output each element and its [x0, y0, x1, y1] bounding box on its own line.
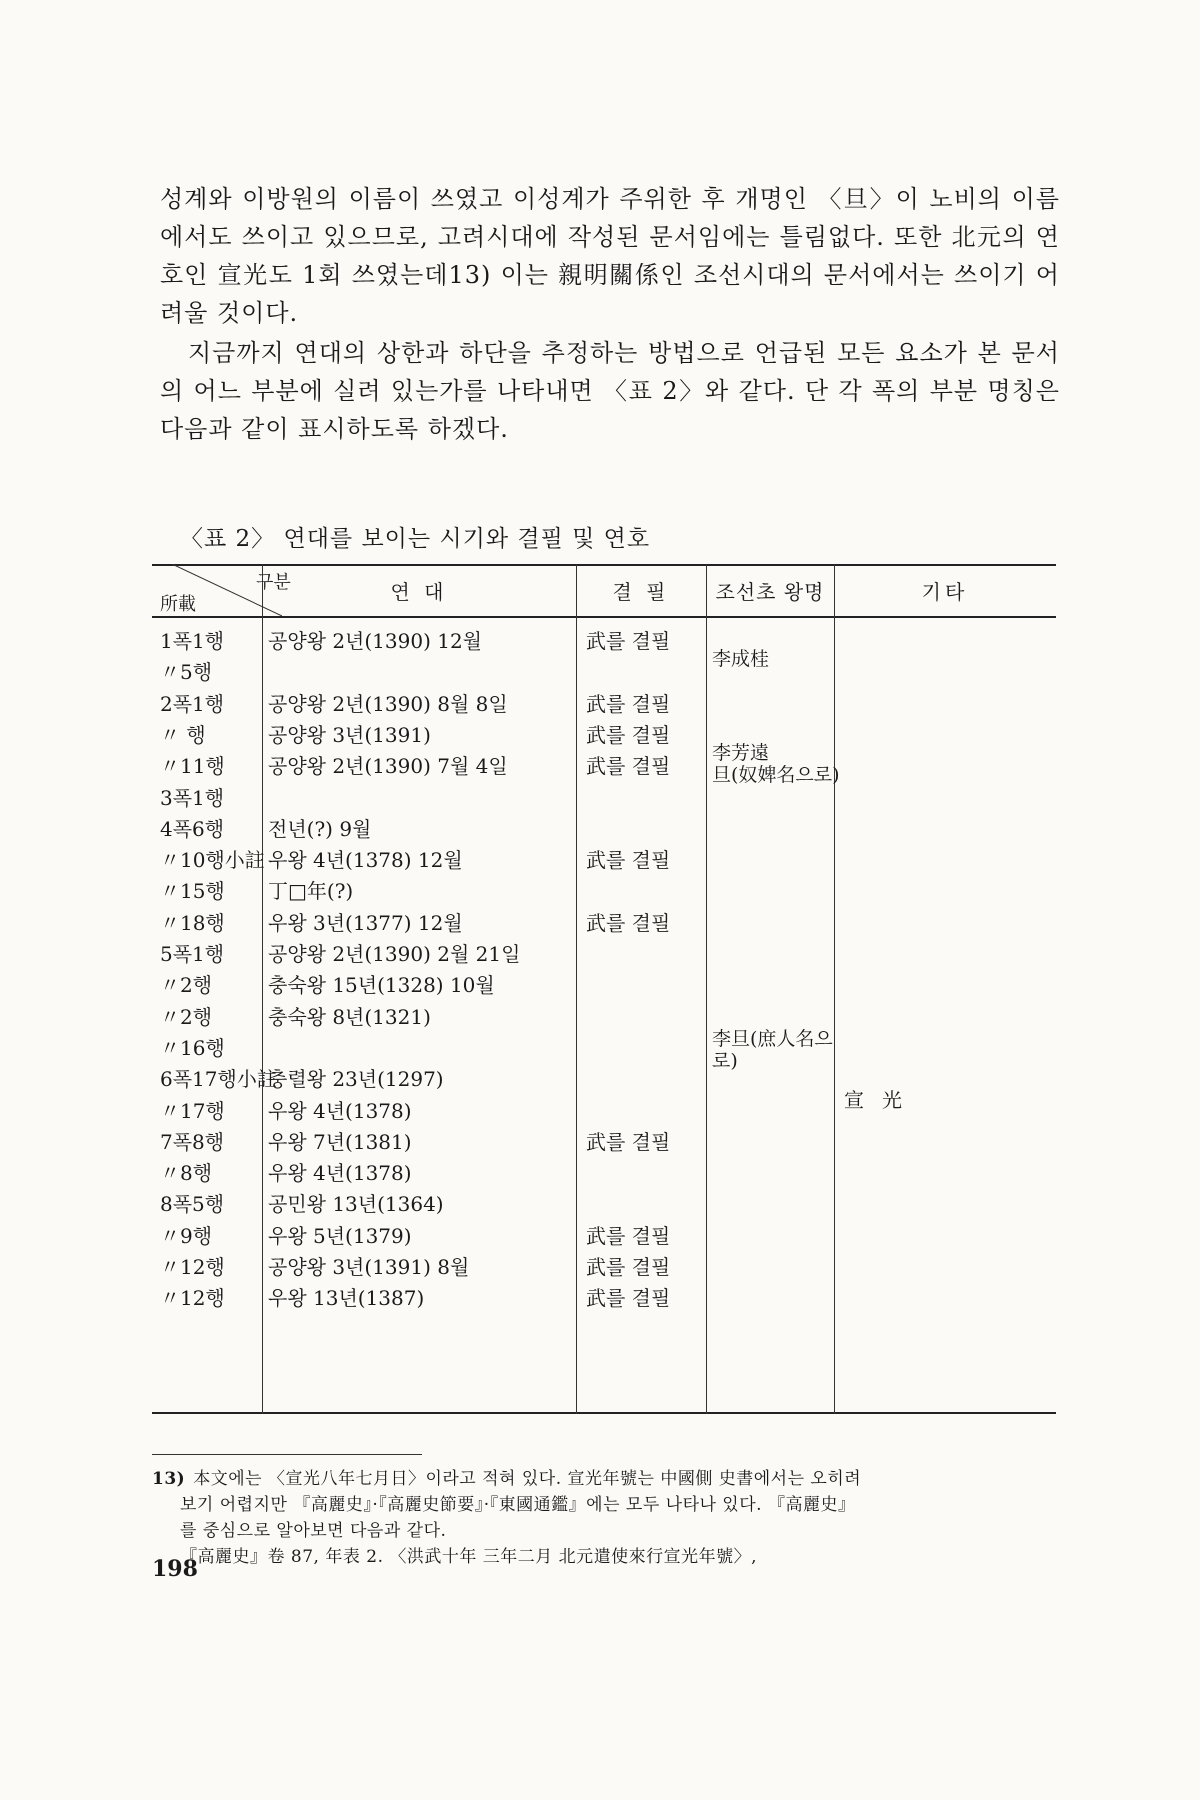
row-location: 〃11행 — [160, 754, 225, 779]
table-row — [152, 1094, 1056, 1128]
table-row — [152, 1031, 1056, 1065]
table-bottom-rule — [152, 1412, 1056, 1414]
row-location: 〃 행 — [160, 722, 206, 747]
table-row — [152, 874, 1056, 908]
row-kyolpil: 武를 결필 — [586, 1129, 671, 1154]
row-location: 〃2행 — [160, 1004, 213, 1029]
header-sozai: 所載 — [160, 594, 196, 615]
king-name-4: 李旦(庶人名으로) — [712, 1028, 833, 1072]
table-caption: 〈표 2〉 연대를 보이는 시기와 결필 및 연호 — [180, 526, 651, 552]
table-row — [152, 1250, 1056, 1284]
row-kyolpil: 武를 결필 — [586, 1286, 671, 1311]
table-row — [152, 1281, 1056, 1315]
row-location: 〃15행 — [160, 879, 225, 904]
table-row — [152, 937, 1056, 971]
footnote — [152, 1466, 1052, 1570]
row-kyolpil: 武를 결필 — [586, 629, 671, 653]
body-paragraph-1: 성계와 이방원의 이름이 쓰였고 이성계가 주위한 후 개명인 〈旦〉이 노비의 이름에서도 쓰이고 있으므로, 고려시대에 작성된 문서임에는 틀림없다. 또한 北元의 연호인 宣光도 1회 쓰였는데13) 이는 親明關係인 조선시대의 문서에서는 쓰이기 어려울 것이다. — [160, 185, 1060, 327]
row-year: 丁□年(?) — [268, 879, 354, 904]
table-row — [152, 906, 1056, 940]
table-row — [152, 781, 1056, 815]
table-row — [152, 687, 1056, 721]
row-year: 충숙왕 8년(1321) — [268, 1004, 431, 1029]
row-location: 6폭17행小註 — [160, 1067, 277, 1092]
table-row — [152, 1187, 1056, 1221]
footnote-line-3: 를 중심으로 알아보면 다음과 같다. — [180, 1521, 447, 1541]
table-row — [152, 718, 1056, 752]
body-paragraph-2: 지금까지 연대의 상한과 하단을 추정하는 방법으로 언급된 모든 요소가 본 문서의 어느 부분에 실려 있는가를 나타내면 〈표 2〉와 같다. 단 각 폭의 부분 명칭은 다음과 같이 표시하도록 하겠다. — [160, 339, 1060, 443]
table-row — [152, 1125, 1056, 1159]
row-year: 우왕 4년(1378) 12월 — [268, 848, 463, 873]
row-kyolpil: 武를 결필 — [586, 848, 671, 873]
row-year: 전년(?) 9월 — [268, 816, 372, 841]
row-location: 〃9행 — [160, 1223, 213, 1248]
row-location: 〃18행 — [160, 910, 225, 935]
header-kyolpil: 결 필 — [612, 580, 670, 604]
header-gubun: 구분 — [256, 572, 291, 593]
row-location: 〃16행 — [160, 1035, 225, 1060]
table-header-rule — [152, 616, 1056, 618]
row-year: 우왕 4년(1378) — [268, 1161, 412, 1186]
footnote-line-2: 보기 어렵지만 『高麗史』·『高麗史節要』·『東國通鑑』에는 모두 나타나 있다. 『高麗史』 — [180, 1495, 856, 1515]
row-kyolpil: 武를 결필 — [586, 754, 671, 779]
table-row — [152, 1000, 1056, 1034]
row-year: 공양왕 3년(1391) 8월 — [268, 1255, 470, 1279]
header-year: 연 대 — [390, 580, 448, 604]
row-year: 충렬왕 23년(1297) — [268, 1067, 444, 1092]
table-row — [152, 1156, 1056, 1190]
footnote-line-1: 本文에는 〈宣光八年七月日〉이라고 적혀 있다. 宣光年號는 中國側 史書에서는 오히려 — [193, 1469, 862, 1489]
header-other: 기타 — [921, 580, 969, 604]
row-year: 공양왕 2년(1390) 8월 8일 — [268, 691, 508, 716]
row-location: 2폭1행 — [160, 691, 225, 716]
king-name-3: 旦(奴婢名으로) — [712, 764, 840, 786]
body-text — [160, 180, 1060, 448]
table-row — [152, 968, 1056, 1002]
table-row — [152, 749, 1056, 783]
row-year: 공양왕 2년(1390) 7월 4일 — [268, 754, 508, 779]
other-value: 宣光 — [844, 1088, 920, 1112]
row-location: 〃2행 — [160, 973, 213, 998]
row-location: 〃12행 — [160, 1255, 225, 1279]
king-name-2: 李芳遠 — [712, 742, 770, 764]
king-name-1: 李成桂 — [712, 648, 770, 670]
row-location: 5폭1행 — [160, 942, 225, 966]
row-location: 4폭6행 — [160, 816, 225, 841]
row-kyolpil: 武를 결필 — [586, 910, 671, 935]
row-location: 3폭1행 — [160, 785, 225, 810]
row-year: 공양왕 2년(1390) 12월 — [268, 629, 482, 653]
table-row — [152, 812, 1056, 846]
table-row — [152, 624, 1056, 658]
row-year: 공민왕 13년(1364) — [268, 1192, 444, 1217]
row-year: 우왕 13년(1387) — [268, 1286, 425, 1311]
row-location: 〃10행小註 — [160, 848, 265, 873]
page-number: 198 — [152, 1556, 198, 1582]
row-year: 우왕 3년(1377) 12월 — [268, 910, 463, 935]
row-location: 〃5행 — [160, 660, 213, 685]
footnote-rule — [152, 1454, 422, 1455]
row-year: 우왕 7년(1381) — [268, 1129, 412, 1154]
table-row — [152, 1062, 1056, 1096]
row-location: 〃17행 — [160, 1098, 225, 1123]
data-table — [152, 564, 1056, 1414]
row-kyolpil: 武를 결필 — [586, 691, 671, 716]
row-location: 1폭1행 — [160, 629, 225, 653]
row-location: 〃8행 — [160, 1161, 213, 1186]
row-location: 〃12행 — [160, 1286, 225, 1311]
header-king-name: 조선초 왕명 — [715, 580, 825, 604]
row-kyolpil: 武를 결필 — [586, 722, 671, 747]
row-kyolpil: 武를 결필 — [586, 1255, 671, 1279]
row-year: 우왕 5년(1379) — [268, 1223, 412, 1248]
row-year: 공양왕 2년(1390) 2월 21일 — [268, 942, 521, 966]
row-kyolpil: 武를 결필 — [586, 1223, 671, 1248]
table-row — [152, 655, 1056, 689]
row-year: 공양왕 3년(1391) — [268, 722, 431, 747]
row-year: 우왕 4년(1378) — [268, 1098, 412, 1123]
row-location: 8폭5행 — [160, 1192, 225, 1217]
row-year: 충숙왕 15년(1328) 10월 — [268, 973, 495, 998]
row-location: 7폭8행 — [160, 1129, 225, 1154]
table-row — [152, 1219, 1056, 1253]
footnote-line-4: 『高麗史』卷 87, 年表 2. 〈洪武十年 三年二月 北元遣使來行宣光年號〉, — [180, 1547, 758, 1567]
table-row — [152, 843, 1056, 877]
footnote-number: 13) — [152, 1469, 186, 1489]
